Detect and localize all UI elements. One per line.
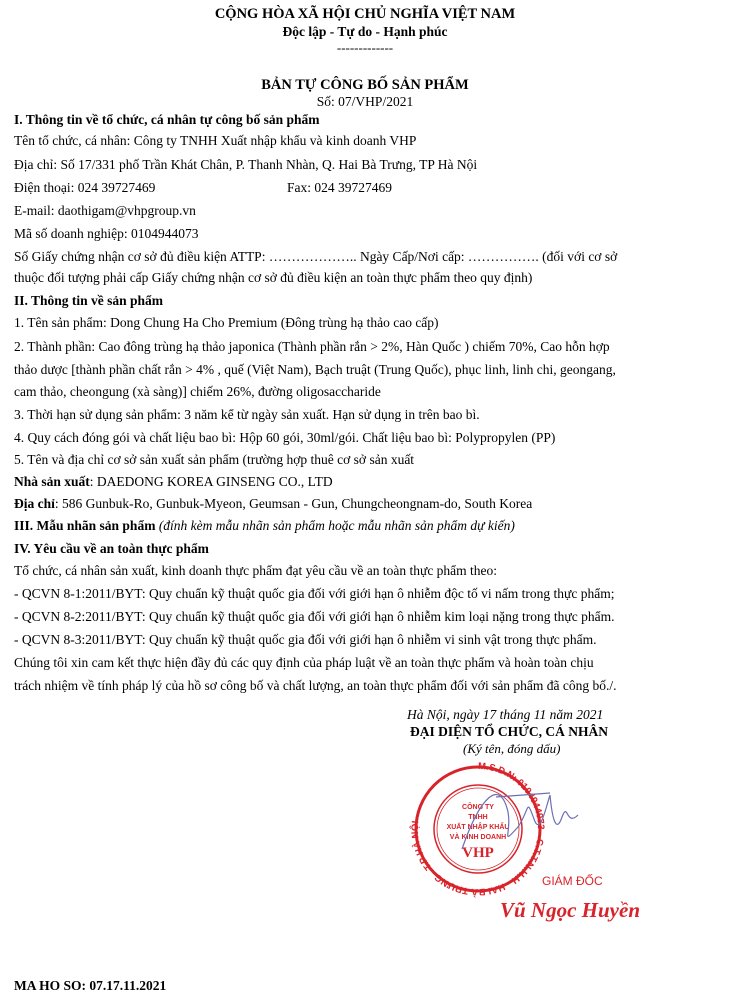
commitment-line-1: Chúng tôi xin cam kết thực hiện đầy đủ các quy định của pháp luật về an toàn thực phẩm và hoàn toàn chịu	[14, 655, 594, 670]
cert-line-1: Số Giấy chứng nhận cơ sở đủ điều kiện ATTP: ……………….. Ngày Cấp/Nơi cấp: ……………. (đối với cơ sở	[14, 249, 618, 264]
company-stamp-and-signature	[400, 757, 660, 937]
stamp-center-text: CÔNG TY	[462, 804, 494, 811]
svg-text:TNHH: TNHH	[468, 814, 488, 821]
manufacturer-info: 5. Tên và địa chỉ cơ sở sản xuất sản phẩm (trường hợp thuê cơ sở sản xuất	[14, 452, 415, 467]
section-3-title: III. Mẫu nhãn sản phẩm	[14, 518, 156, 533]
ingredients-line-2: thảo dược [thành phần chất rắn > 4% , quế (Việt Nam), Bạch truật (Trung Quốc), phục linh, linh chi, geongang,	[14, 362, 616, 377]
org-tax-code: Mã số doanh nghiệp: 0104944073	[14, 226, 199, 241]
motto: Độc lập - Tự do - Hạnh phúc	[282, 24, 448, 39]
sign-note: (Ký tên, đóng dấu)	[463, 741, 561, 756]
ingredients-line-1: 2. Thành phần: Cao đông trùng hạ thảo japonica (Thành phần rắn > 2%, Hàn Quốc ) chiếm 70%, Cao hỗn hợp	[14, 339, 610, 354]
ingredients-line-3: cam thảo, cheongung (xà sàng)] chiếm 26%, đường oligosaccharide	[14, 384, 381, 399]
manufacturer-address-label: Địa chỉ	[14, 496, 55, 511]
commitment-line-2: trách nhiệm về tính pháp lý của hồ sơ công bố và chất lượng, an toàn thực phẩm đối với sản phẩm đã công bố./.	[14, 678, 617, 693]
org-address: Địa chỉ: Số 17/331 phố Trần Khát Chân, P. Thanh Nhàn, Q. Hai Bà Trưng, TP Hà Nội	[14, 157, 478, 172]
director-name: Vũ Ngọc Huyền	[500, 898, 641, 922]
svg-text:VÀ KINH DOANH: VÀ KINH DOANH	[449, 834, 507, 841]
org-name: Tên tổ chức, cá nhân: Công ty TNHH Xuất nhập khẩu và kinh doanh VHP	[14, 133, 417, 148]
packaging: 4. Quy cách đóng gói và chất liệu bao bì: Hộp 60 gói, 30ml/gói. Chất liệu bao bì: Polypropylen (PP)	[14, 430, 556, 445]
org-email: E-mail: daothigam@vhpgroup.vn	[14, 203, 196, 218]
separator: -------------	[336, 40, 394, 55]
shelf-life: 3. Thời hạn sử dụng sản phẩm: 3 năm kể từ ngày sản xuất. Hạn sử dụng in trên bao bì.	[14, 407, 480, 422]
qcvn-8-3: - QCVN 8-3:2011/BYT: Quy chuẩn kỹ thuật quốc gia đối với giới hạn ô nhiễm vi sinh vật trong thực phẩm.	[14, 632, 597, 647]
manufacturer-label: Nhà sản xuất	[14, 474, 90, 489]
section-3-note: (đính kèm mẫu nhãn sản phẩm hoặc mẫu nhãn sản phẩm dự kiến)	[155, 518, 515, 533]
director-title: GIÁM ĐỐC	[542, 874, 603, 888]
manufacturer-line	[14, 474, 333, 490]
section-3-line	[14, 518, 515, 534]
manufacturer-value: : DAEDONG KOREA GINSENG CO., LTD	[89, 474, 333, 489]
qcvn-8-2: - QCVN 8-2:2011/BYT: Quy chuẩn kỹ thuật quốc gia đối với giới hạn ô nhiễm kim loại nặng trong thực phẩm.	[14, 609, 615, 624]
signature-date: Hà Nội, ngày 17 tháng 11 năm 2021	[407, 707, 604, 722]
cert-line-2: thuộc đối tượng phải cấp Giấy chứng nhận cơ sở đủ điều kiện an toàn thực phẩm theo quy định)	[14, 270, 533, 285]
manufacturer-address-value: : 586 Gunbuk-Ro, Gunbuk-Myeon, Geumsan - Gun, Chungcheongnam-do, South Korea	[54, 496, 533, 511]
stamp-ring-text: M.S.D.N: 0104944073 - C.T.T.N.H.H - HAI BÀ TRƯNG - T.P HÀ NỘI	[409, 760, 547, 898]
safety-intro: Tổ chức, cá nhân sản xuất, kinh doanh thực phẩm đạt yêu cầu về an toàn thực phẩm theo:	[14, 563, 498, 578]
republic-heading: CỘNG HÒA XÃ HỘI CHỦ NGHĨA VIỆT NAM	[214, 6, 516, 22]
representative-title: ĐẠI DIỆN TỔ CHỨC, CÁ NHÂN	[410, 724, 609, 739]
section-1-title: I. Thông tin về tổ chức, cá nhân tự công bố sản phẩm	[14, 112, 320, 127]
product-name: 1. Tên sản phẩm: Dong Chung Ha Cho Premium (Đông trùng hạ thảo cao cấp)	[14, 315, 439, 330]
org-phone: Điện thoại: 024 39727469	[14, 180, 156, 195]
manufacturer-address-line	[14, 496, 532, 512]
stamp-brand: VHP	[462, 845, 494, 861]
qcvn-8-1: - QCVN 8-1:2011/BYT: Quy chuẩn kỹ thuật quốc gia đối với giới hạn ô nhiễm độc tố vi nấm trong thực phẩm;	[14, 586, 615, 601]
document-title: BẢN TỰ CÔNG BỐ SẢN PHẨM	[261, 77, 469, 93]
org-fax: Fax: 024 39727469	[287, 180, 393, 195]
section-4-title: IV. Yêu cầu về an toàn thực phẩm	[14, 541, 209, 556]
section-2-title: II. Thông tin về sản phẩm	[14, 293, 164, 308]
svg-text:XUẤT NHẬP KHẨU: XUẤT NHẬP KHẨU	[446, 824, 510, 831]
record-code: MA HO SO: 07.17.11.2021	[14, 978, 167, 993]
document-number: Số: 07/VHP/2021	[316, 94, 414, 109]
company-stamp	[409, 761, 546, 897]
